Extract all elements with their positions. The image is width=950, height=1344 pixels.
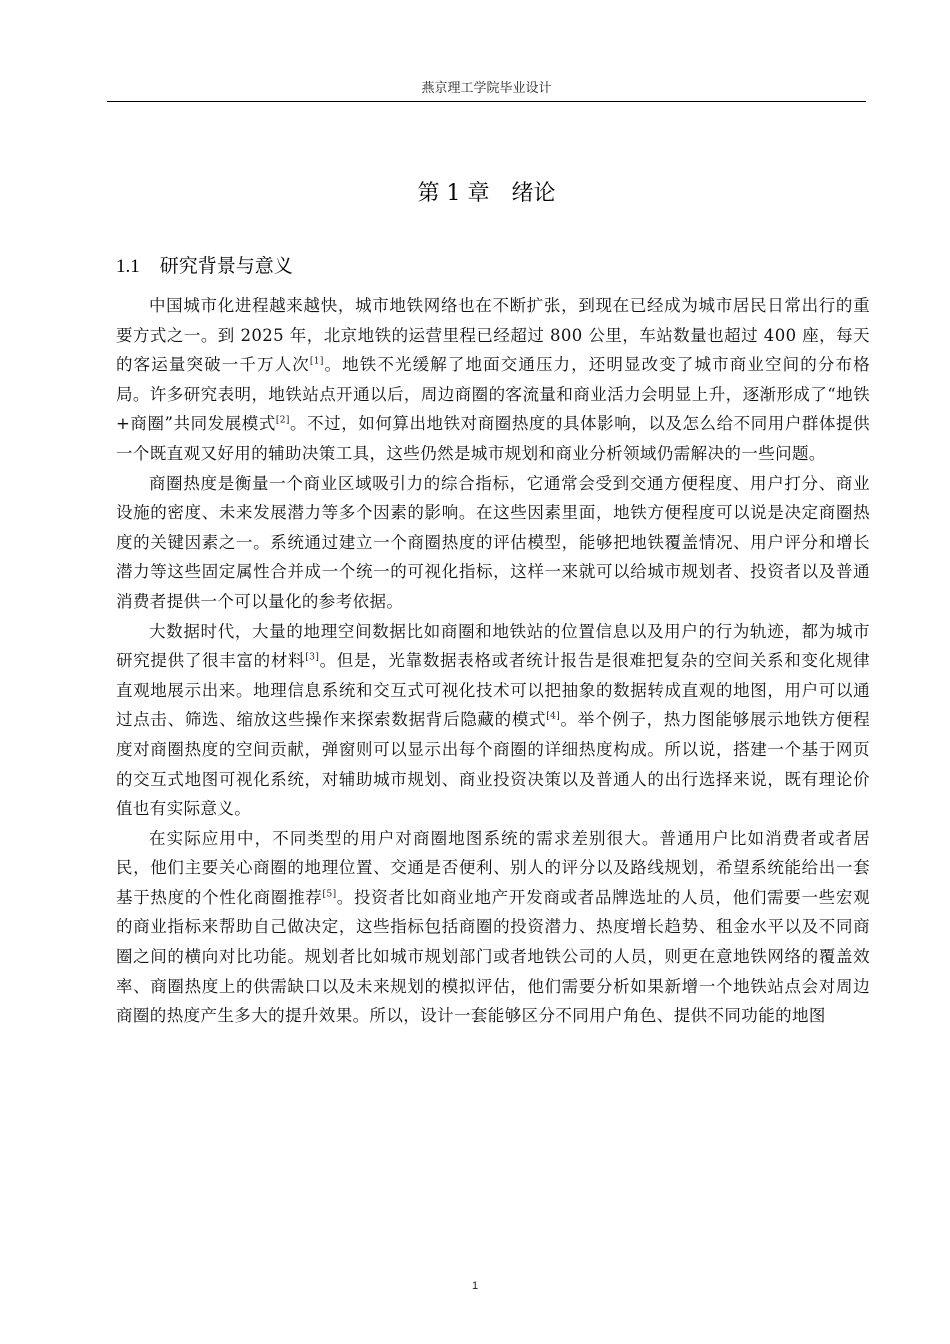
paragraph-text: 。不过，如何算出地铁对商圈热度的具体影响，以及怎么给不同用户群体提供一个既直观又好用的辅助决策工具，这些仍然是城市规划和商业分析领域仍需解决的一些问题。 [116, 414, 870, 463]
paragraph-text: 在实际应用中，不同类型的用户对商圈地图系统的需求差别很大。普通用户比如消费者或者居民，他们主要关心商圈的地理位置、交通是否便利、别人的评分以及路线规划，希望系统能给出一套基于热度的个性化商圈推荐 [116, 828, 870, 907]
paragraph [116, 469, 870, 617]
chapter-title [107, 178, 866, 210]
citation-ref: [2] [275, 415, 290, 426]
chapter-name: 绪论 [511, 181, 556, 206]
page-number: 1 [471, 1280, 479, 1292]
paragraph-text: 。但是，光靠数据表格或者统计报告是很难把复杂的空间关系和变化规律直观地展示出来。地理信息系统和交互式可视化技术可以把抽象的数据转成直观的地图，用户可以通过点击、筛选、缩放这些操作来探索数据背后隐藏的模式 [116, 651, 870, 730]
citation-ref: [5] [322, 889, 337, 900]
header-rule [107, 101, 866, 102]
citation-ref: [3] [305, 652, 320, 663]
section-heading [116, 252, 293, 281]
running-header: 燕京理工学院毕业设计 [421, 81, 552, 96]
paragraph [116, 291, 870, 469]
paragraph [116, 824, 870, 1031]
paragraph-text: 大数据时代，大量的地理空间数据比如商圈和地铁站的位置信息以及用户的行为轨迹，都为城市研究提供了很丰富的材料 [116, 621, 870, 671]
section-number: 1.1 [116, 256, 140, 277]
section-title: 研究背景与意义 [159, 255, 293, 277]
chapter-number: 第 1 章 [417, 181, 490, 206]
paragraph-text: 中国城市化进程越来越快，城市地铁网络也在不断扩张，到现在已经成为城市居民日常出行的重要方式之一。到 2025 年，北京地铁的运营里程已经超过 800 公里，车站数量也超过 400 座，每天的客运量突破一千万人次 [116, 296, 870, 375]
paragraph-text: 。投资者比如商业地产开发商或者品牌选址的人员，他们需要一些宏观的商业指标来帮助自己做决定，这些指标包括商圈的投资潜力、热度增长趋势、租金水平以及不同商圈之间的横向对比功能。规划者比如城市规划部门或者地铁公司的人员，则更在意地铁网络的覆盖效率、商圈热度上的供需缺口以及未来规划的模拟评估，他们需要分析如果新增一个地铁站点会对周边商圈的热度产生多大的提升效果。所以，设计一套能够区分不同用户角色、提供不同功能的地图 [116, 887, 870, 1026]
paragraph [116, 617, 870, 824]
paragraph-text: 。举个例子，热力图能够展示地铁方便程度对商圈热度的空间贡献，弹窗则可以显示出每个商圈的详细热度构成。所以说，搭建一个基于网页的交互式地图可视化系统，对辅助城市规划、商业投资决策以及普通人的出行选择来说，既有理论价值也有实际意义。 [116, 710, 871, 819]
citation-ref: [4] [546, 711, 561, 722]
paragraph-text: 。地铁不光缓解了地面交通压力，还明显改变了城市商业空间的分布格局。许多研究表明，地铁站点开通以后，周边商圈的客流量和商业活力会明显上升，逐渐形成了“地铁+商圈”共同发展模式 [116, 355, 870, 434]
body-text [116, 291, 870, 1031]
citation-ref: [1] [309, 356, 324, 367]
paragraph-text: 商圈热度是衡量一个商业区域吸引力的综合指标，它通常会受到交通方便程度、用户打分、商业设施的密度、未来发展潜力等多个因素的影响。在这些因素里面，地铁方便程度可以说是决定商圈热度的关键因素之一。系统通过建立一个商圈热度的评估模型，能够把地铁覆盖情况、用户评分和增长潜力等这些固定属性合并成一个统一的可视化指标，这样一来就可以给城市规划者、投资者以及普通消费者提供一个可以量化的参考依据。 [116, 473, 870, 611]
